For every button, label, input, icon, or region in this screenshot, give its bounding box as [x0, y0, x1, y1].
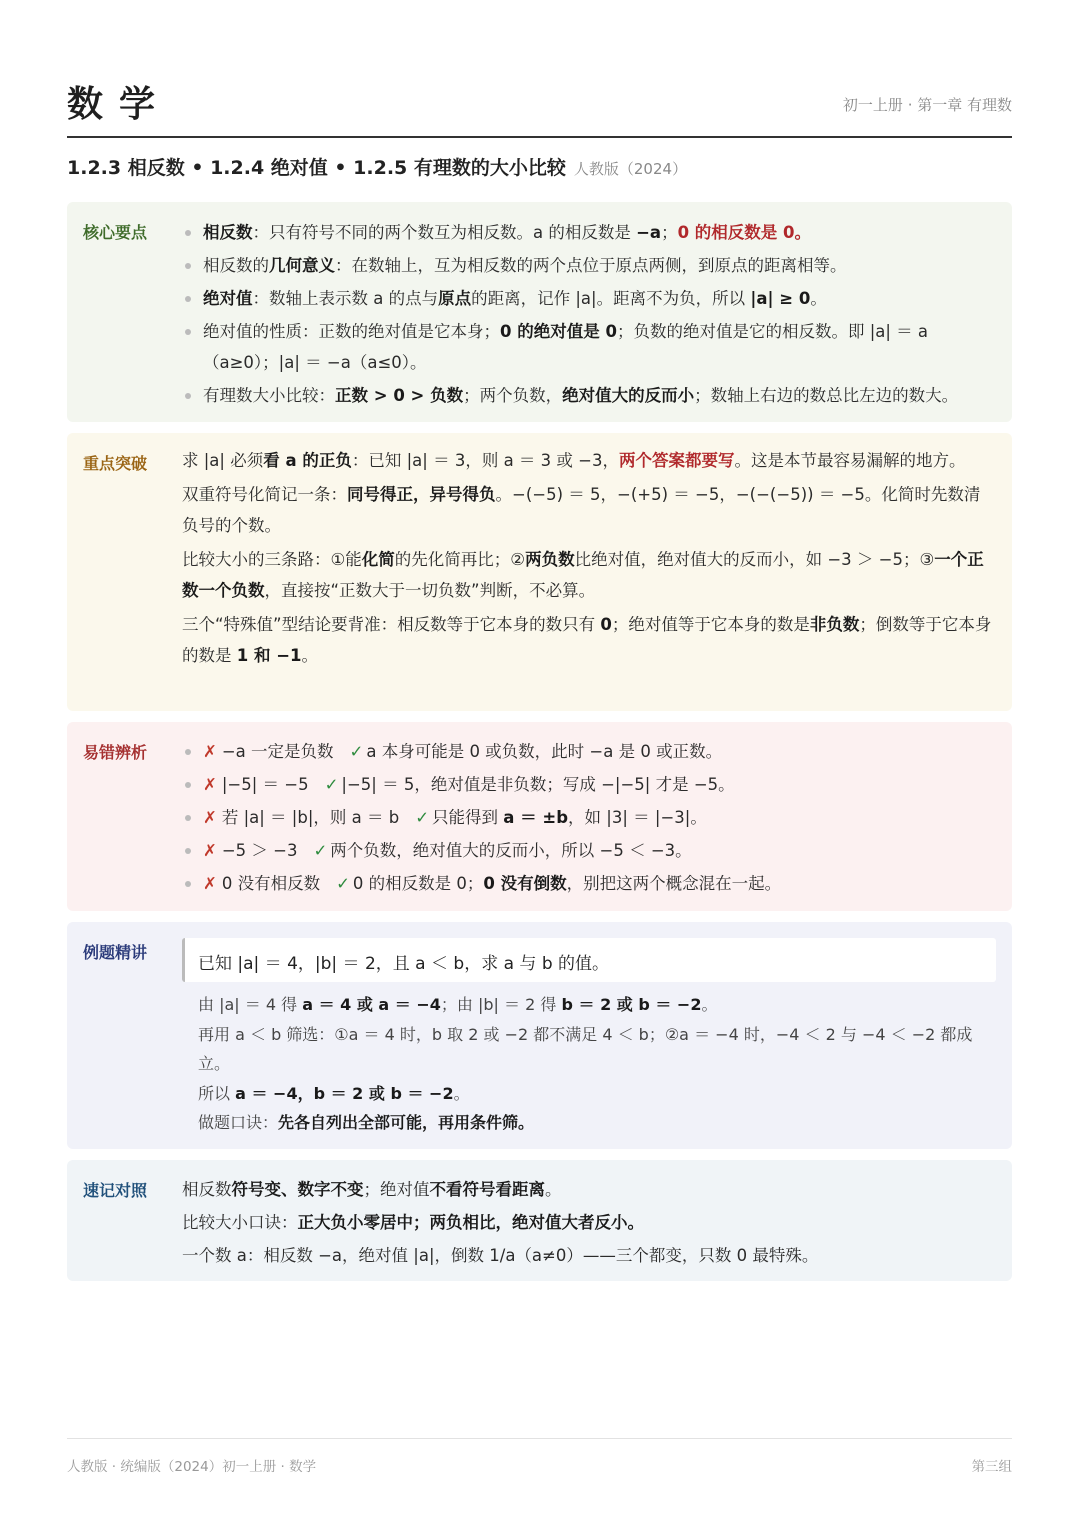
- text: 。−(−5) ＝ 5，−(+5) ＝ −5，−(−(−5)) ＝ −5。化简时先数清负号的个数。: [182, 485, 981, 535]
- text: 相反数的: [203, 256, 269, 275]
- term: 同号得正，异号得负: [347, 485, 496, 504]
- right-text: ，如 |3| ＝ |−3|。: [568, 808, 707, 827]
- text: 有理数大小比较：: [203, 386, 335, 405]
- worked-example-card: [67, 922, 1012, 1149]
- term: b ＝ 2 或 b ＝ −2: [561, 995, 702, 1014]
- card-label: 易错辨析: [83, 743, 148, 762]
- term: 正数 > 0 > 负数: [335, 386, 464, 405]
- right-text: 0 的相反数是 0；: [352, 874, 484, 893]
- text: ；两个负数，: [463, 386, 563, 405]
- solution-line: [198, 1108, 996, 1138]
- text: 的先化简再比；②: [394, 550, 526, 569]
- right-text: a 本身可能是 0 或负数，此时 −a 是 0 或正数。: [366, 742, 723, 761]
- text: 双重符号化简记一条：: [182, 485, 347, 504]
- term: a ＝ −4，b ＝ 2 或 b ＝ −2: [235, 1083, 454, 1103]
- check-icon: ✓: [415, 808, 430, 827]
- text: ，直接按“正数大于一切负数”判断，不必算。: [264, 581, 596, 600]
- footer-left: 人教版 · 统编版（2024）初一上册 · 数学: [67, 1459, 317, 1475]
- list-item: [182, 217, 996, 248]
- cross-icon: ✗: [203, 775, 217, 794]
- wrong-text: 0 没有相反数: [221, 874, 321, 893]
- list-item: [182, 802, 996, 833]
- common-mistakes-card: [67, 722, 1012, 911]
- term: 原点: [438, 289, 472, 308]
- text: 所以: [198, 1083, 236, 1103]
- text: 绝对值的性质：正数的绝对值是它本身；: [203, 322, 500, 341]
- term: 先各自列出全部可能，再用条件筛。: [278, 1113, 535, 1132]
- card-body: [182, 217, 996, 413]
- text: 。: [453, 1083, 470, 1103]
- term: 0 没有倒数: [483, 874, 567, 893]
- card-label: 重点突破: [83, 454, 148, 473]
- check-icon: ✓: [313, 841, 328, 860]
- core-points-card: [67, 202, 1012, 422]
- paragraph: [182, 479, 996, 541]
- right-text: 两个负数，绝对值大的反而小，所以 −5 ＜ −3。: [330, 841, 692, 860]
- text: ；绝对值: [363, 1180, 430, 1199]
- list-item: [182, 736, 996, 767]
- term: 正大负小零居中；两负相比，绝对值大者反小。: [297, 1213, 644, 1232]
- list-item: [182, 250, 996, 281]
- list-item: [182, 835, 996, 866]
- text: 。: [810, 289, 827, 308]
- cross-icon: ✗: [203, 841, 217, 860]
- text: ；由 |b| ＝ 2 得: [440, 995, 562, 1014]
- cross-icon: ✗: [203, 874, 217, 893]
- paragraph: 一个数 a：相反数 −a，绝对值 |a|，倒数 1/a（a≠0）——三个都变，只数 0 最特殊。: [182, 1246, 819, 1265]
- list-item: [182, 868, 996, 899]
- card-label: 速记对照: [83, 1181, 148, 1200]
- right-text: ，别把这两个概念混在一起。: [566, 874, 782, 893]
- paragraph: [182, 445, 996, 476]
- check-icon: ✓: [336, 874, 350, 893]
- text: ：只有符号不同的两个数互为相反数。a 的相反数是: [252, 223, 637, 242]
- text: 比较大小的三条路：①能: [182, 550, 362, 569]
- term: 1 和 −1: [236, 646, 302, 665]
- text: 比较大小口诀：: [182, 1213, 298, 1232]
- text: 相反数: [182, 1180, 232, 1199]
- card-body: [182, 1174, 996, 1273]
- term: a ＝ 4 或 a ＝ −4: [302, 995, 441, 1014]
- text: 。这是本节最容易漏解的地方。: [734, 451, 966, 470]
- solution-line: [198, 1079, 996, 1109]
- paragraph: [182, 544, 996, 606]
- check-icon: ✓: [324, 775, 339, 794]
- term: 一个正数一个负数: [182, 550, 984, 600]
- list-item: [182, 283, 996, 314]
- cross-icon: ✗: [203, 742, 217, 761]
- core-list: [182, 217, 996, 411]
- term: a ＝ ±b: [503, 808, 569, 827]
- quick-recap-card: [67, 1160, 1012, 1281]
- term: |a| ≥ 0: [750, 289, 811, 308]
- text: ：在数轴上，互为相反数的两个点位于原点两侧，到原点的距离相等。: [335, 256, 847, 275]
- text: 三个“特殊值”型结论要背准：相反数等于它本身的数只有: [182, 615, 601, 634]
- text: 做题口诀：: [198, 1113, 279, 1132]
- list-item: [182, 380, 996, 411]
- wrong-text: 若 |a| ＝ |b|，则 a ＝ b: [221, 808, 400, 827]
- text: ：已知 |a| ＝ 3，则 a ＝ 3 或 −3，: [351, 451, 619, 470]
- card-label: 例题精讲: [83, 943, 148, 962]
- text: ；: [661, 223, 678, 242]
- edition-label: 人教版（2024）: [573, 160, 688, 178]
- term: 相反数: [203, 223, 253, 242]
- text: ；绝对值等于它本身的数是: [611, 615, 810, 634]
- term: 0: [600, 615, 612, 634]
- list-item: [182, 769, 996, 800]
- solution-line: 再用 a ＜ b 筛选：①a ＝ 4 时，b 取 2 或 −2 都不满足 4 ＜ b；②a ＝ −4 时，−4 ＜ 2 与 −4 ＜ −2 都成立。: [198, 1024, 973, 1073]
- key-focus-card: [67, 433, 1012, 711]
- card-label: 核心要点: [83, 223, 148, 242]
- section-title-text: 1.2.3 相反数 • 1.2.4 绝对值 • 1.2.5 有理数的大小比较: [67, 157, 566, 179]
- wrong-text: −a 一定是负数: [221, 742, 334, 761]
- card-body: [182, 445, 996, 674]
- text: ；负数的绝对值是它的相反数。即 |a| ＝ a（a≥0）；|a| ＝ −a（a≤0）。: [203, 322, 929, 372]
- term: 不看符号看距离: [429, 1180, 545, 1199]
- paragraph: [182, 1207, 996, 1238]
- cross-icon: ✗: [203, 808, 217, 827]
- term: 绝对值大的反而小: [562, 386, 695, 405]
- wrong-text: |−5| ＝ −5: [221, 775, 309, 794]
- list-item: [182, 316, 996, 378]
- term: 化简: [361, 550, 395, 569]
- example-question: [182, 938, 996, 982]
- highlight: 。: [794, 223, 812, 242]
- card-body: [182, 736, 996, 901]
- footer-right: 第三组: [971, 1459, 1012, 1475]
- term: 两负数: [525, 550, 575, 569]
- text: 的距离，记作 |a|。距离不为负，所以: [471, 289, 751, 308]
- right-text: 只能得到: [432, 808, 504, 827]
- text: 求 |a| 必须: [182, 451, 264, 470]
- term: 几何意义: [269, 256, 335, 275]
- term: 绝对值: [203, 289, 253, 308]
- mistake-list: [182, 736, 996, 899]
- text: 。: [301, 646, 319, 665]
- paragraph: [182, 609, 996, 671]
- question-text: 已知 |a| ＝ 4，|b| ＝ 2，且 a ＜ b，求 a 与 b 的值。: [198, 954, 610, 974]
- highlight: 0 的相反数是 0: [677, 223, 795, 242]
- text: 由 |a| ＝ 4 得: [198, 995, 303, 1014]
- term: 0 的绝对值是 0: [500, 322, 617, 341]
- text: ；倒数等于它本身的数是: [182, 615, 992, 665]
- solution-line: [198, 990, 996, 1020]
- highlight: 两个答案都要写: [618, 451, 735, 470]
- text: ：数轴上表示数 a 的点与: [252, 289, 439, 308]
- example-solution: [198, 990, 996, 1138]
- page: [67, 0, 1012, 1528]
- term: 符号变、数字不变: [231, 1180, 364, 1199]
- term: 看 a 的正负: [263, 451, 352, 470]
- right-text: |−5| ＝ 5，绝对值是非负数；写成 −|−5| 才是 −5。: [341, 775, 735, 794]
- page-header: [67, 72, 1012, 138]
- text: 。: [545, 1180, 562, 1199]
- page-footer: [67, 1438, 1012, 1475]
- term: −a: [636, 223, 662, 242]
- section-title: [67, 153, 687, 180]
- text: 比绝对值，绝对值大的反而小，如 −3 ＞ −5；③: [574, 550, 935, 569]
- wrong-text: −5 ＞ −3: [221, 841, 298, 860]
- text: ；数轴上右边的数总比左边的数大。: [694, 386, 959, 405]
- text: 。: [701, 995, 718, 1014]
- paragraph: [182, 1174, 996, 1205]
- subject-title: 数学: [67, 84, 172, 125]
- chapter-label: 初一上册 · 第一章 有理数: [842, 96, 1012, 114]
- term: 非负数: [809, 615, 860, 634]
- check-icon: ✓: [349, 742, 364, 761]
